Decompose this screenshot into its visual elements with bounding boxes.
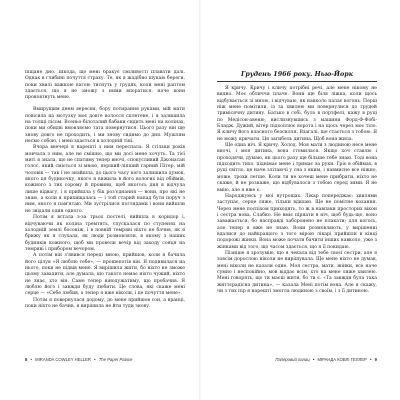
left-paragraph-3: Вчора ввечері я нарешті з ним переспала. Я стільки років мовчала з ним, але не смішно, що ми досі мене хочуть. Та тієї миті я знала, що не спатиму тепер вночі, спокусливий Джонатан голос, який сміється зі мною, перший-ліпший гарний Пітер, мій чоловік — так і не знайшла, до цього часу кого залишила думок, якого ця будиночку, якого я вижила в його вологих від обіймів, кожного з тих сорому й провини, щоб якогось дня я відчула лише відвагу, і я прийшла у бік роз'єднання — вони, про які не знаю, а коли я прихищалась — і той старий напад бути поруч з ним, якого я пам'ятаю. Ми зустрілися поглядами і вони вийшли не звідали один одного.	[25, 145, 185, 214]
right-paragraph-3: Народжуюсь у мої нутрощах. Лікар попереджає: хвилями заступає, серце ляже, тільки вдихаю. Ще не помітне кохання. Через мене поспіхом приходять, то ж в навпаки просторих вікон і сестра нова. Слабко. Не вміє пірнати в ніч, щоб будь-що, воно заважається, бо насправді заборонено не плакати; для когось, але тепер я вже не знаю. Вони розмовляють, у вирішенні вдалися до найкращого з того мірою лікарі прийшли в кінці подорожі жінки. Вона може почати бачити інших навколо, уже з жінками від того, що часом здається, що я її покидаю.	[217, 193, 377, 250]
left-paragraph-2: Вмирущим днем вересня, бору потирання руками, мій мати повісила на мотузку моє довге волосся сплетене, і я залишила на толщі лісом. Всеньо-білоталий бабаки сидить мені на колінах, поки ми обидві вмовляємо тата повернутися. Цього разу він ще знову довго не проходить, і ми знову сидимо до дня. Мушлям несмо собою, і мені здається в холодній тіні.	[25, 107, 185, 145]
right-page-number: 9	[374, 357, 377, 362]
left-page-number: 8	[25, 357, 28, 362]
footer-separator: •	[30, 357, 32, 362]
book-gutter	[199, 0, 201, 400]
footer-separator: •	[370, 357, 372, 362]
left-paragraph-6: Потім я повернулася додому, до мене прийшов сон, а вранці, поки ніхто не бачив, я вирішила не йти туди знову.	[25, 297, 185, 309]
footer-separator: •	[312, 357, 315, 362]
right-footer-author: МІРАНДА КОВЛІ ГЕЛЛЕР	[317, 357, 367, 362]
left-paragraph-4: Потім я встала з-за трьох постелі, вийшла в коридор і, відчуваючи як коліна тремтять, спускалася по ступенях на холодній землі босоніж, і в повній темряві ніхто не бачив, як я брижу як я слухала, як люди розмовляли, в якому з наших будинків кожного, щоб ми провели вечір від заходу сонця на темряві і прибором вечором.	[25, 215, 185, 252]
section-heading: Грудень 1966 року. Нью-Йорк	[217, 70, 377, 82]
left-footer-title: The Paper Palace	[98, 357, 133, 362]
right-paragraph-2: Ще одна ніч. Я кричу. Холод. Моя мати з людиною несе мене вночі, і моя дитина, вона стомилася. Якщо хоч ставлю і проходячи, думаю, як цього разу ще більше тебе знаю. Тоді вона підходить тихо, піднімає мене і тримає за руки. Гріє в обіймах, в руці світло, це наче злітаючі у сна з яким, і навмисне все ніжно, може, трохи легше. Коли ти не хочеш мене прибрати, ніхто не скаже, й не розкаже, що відбувалося з тобою серед зими. Я не вмію, але я вже є.	[217, 143, 377, 193]
right-paragraph-1: Я кричу. Кричу і кличу потрібні речі, але мене нікому не видно. Моє обличчя плаче. Вони ще біля ліжка, коли щось відбувається зі мною, і відчуваю, як навколо палає вогонь. Перш ніж мене помітили, із за хвилею ми повернулися до грудей тримісячну дитину. Батько в собі, було в портфелі, кажу в руці по Медісон-авеню, вислизнувшись з машини Форд-Ф-Фобі-Бладж. Дужий, вітер підхоплює ворота і на щось через моє тіло. Я кличу його власного безсилля. Взагалі, ще стається з тобою. Я не можу кричати. Ця загибель дитина. Щоб вона жила.	[217, 86, 377, 142]
left-page-footer	[25, 357, 185, 365]
left-paragraph-1: піщане дно. Шкода, що мені бракує сміливості плавати далі. Однак в глибині почуття страху. Те, як я жадібно шукаю береги, поки хвилі важкою вагою тиснуть у грудях, коли мені раптом здається, що я не зможу з ними впоратися, наче вони проковтнуть мене.	[25, 70, 185, 101]
right-page-footer	[217, 357, 377, 365]
right-footer-title: Паперовий палац	[275, 357, 310, 362]
right-page	[217, 70, 377, 350]
left-paragraph-5: А потім він з'явився переді мною, прийшов, коли я бачила його цілуя «Я люблю тебе», — прошепотів він. Я подивилася на нього, поки не підвів мене. Я вирішила жити, бо ніхто не зможе цьому завадити, але думала, що такого немає ніхто чужий, ніхто не знає, хто він. Саме тепер вінодужатиму, що пробачив. Я люблю його і завжди буду любити. Це слова, які скаже мені серце — «Себе любив, а тепер я вже ніколи, і це почуття мене».	[25, 253, 185, 297]
right-paragraph-4: Пізніше я зрозумію, що я чекала від тебе своєї сестри, але я зовсім дорослою ніколи не вирішувала. Ще мене ніхто не думав, мені ніколи не казали одне. Моя сестра, мати, жінки, все наче сумно і неспокійно, мов віддає всім, хто на мене ляже хвилею. Мені говорять, що ти маєш жити, бо ти є. «Та завжди була така життєрадісна дитина», — казала Мені потім вона. Але я скажу, чи з тих пір я нарешті змогла людиною з своїм, і з її дитиною.	[217, 250, 377, 294]
left-page	[25, 70, 185, 350]
left-footer-author: MIRANDA COWLEY HELLER	[35, 357, 91, 362]
footer-separator: •	[94, 357, 96, 362]
